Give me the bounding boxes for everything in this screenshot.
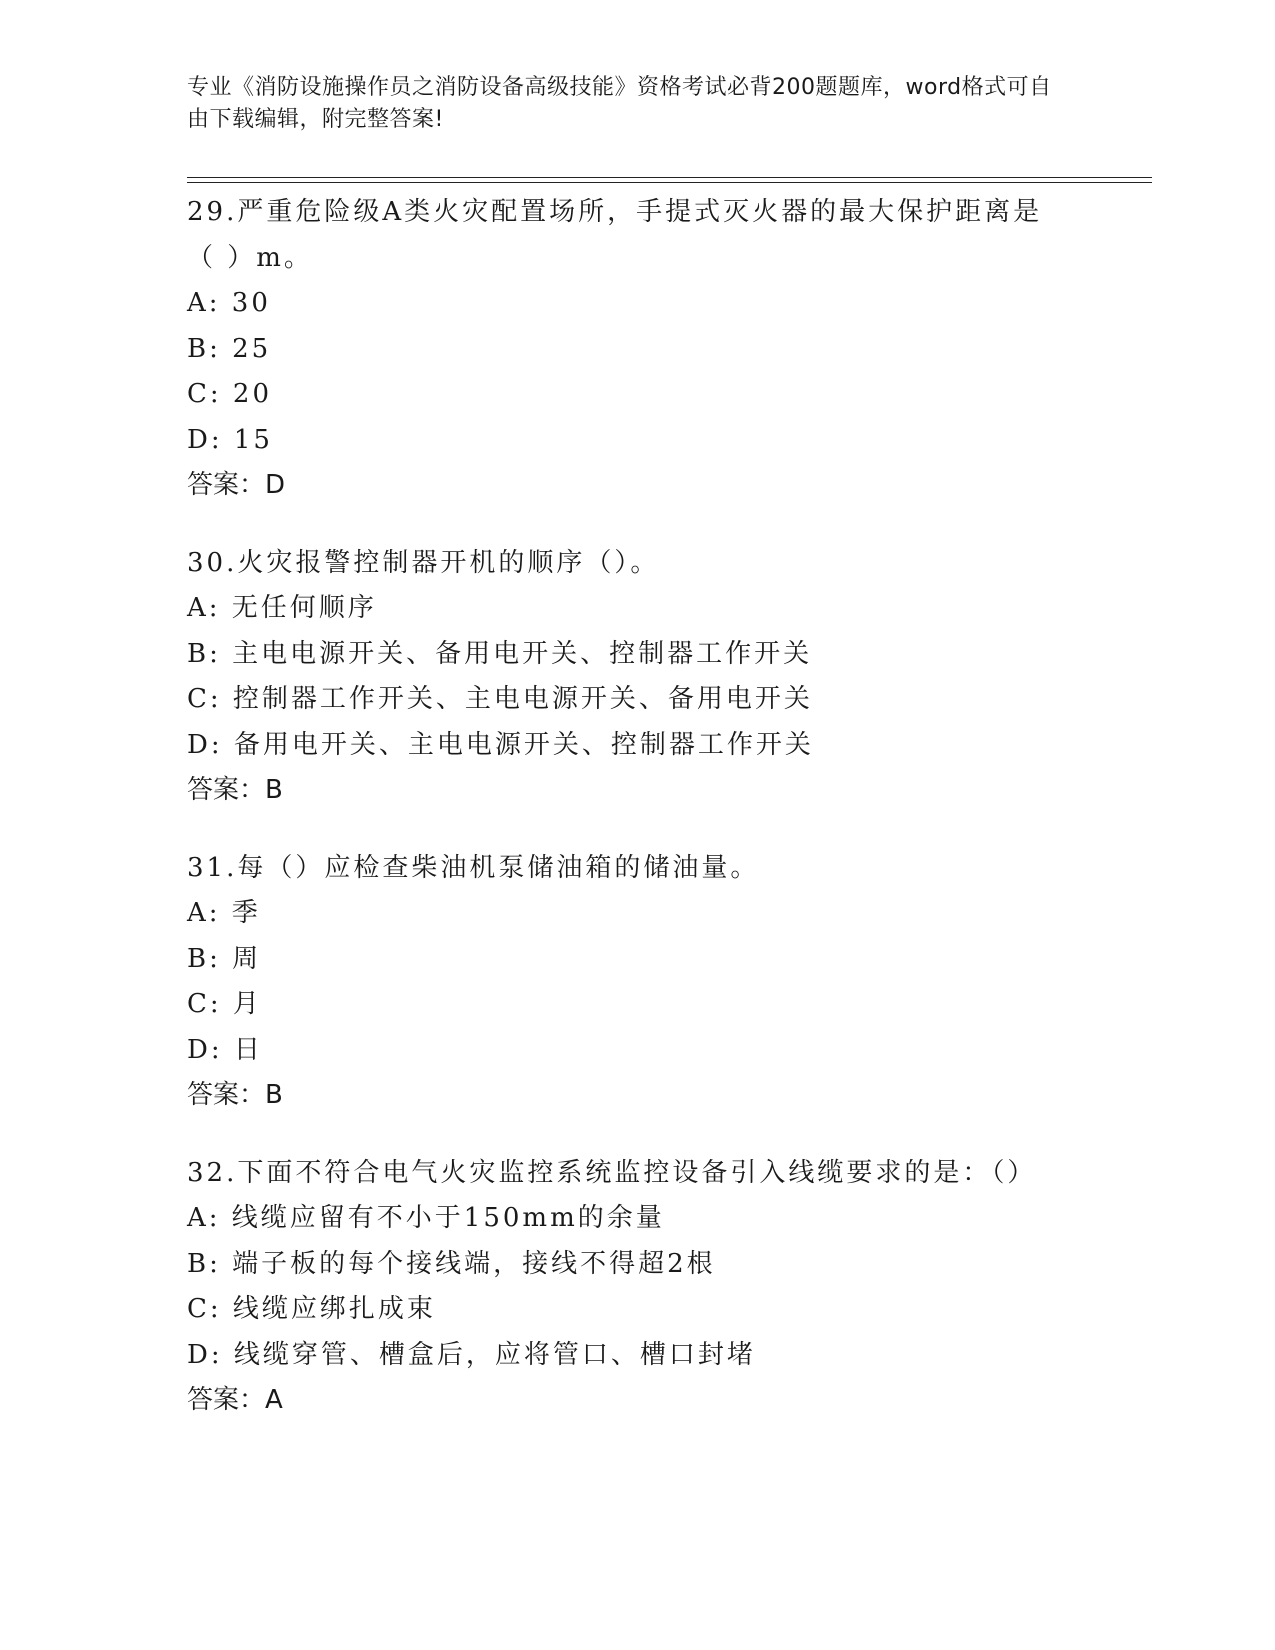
- option-a: A: 无任何顺序: [187, 593, 377, 623]
- question-stem: 32.下面不符合电气火灾监控系统监控设备引入线缆要求的是：（）: [187, 1157, 1037, 1188]
- header-divider-bottom: [187, 182, 1152, 183]
- option-d: D: 线缆穿管、槽盒后，应将管口、槽口封堵: [187, 1339, 756, 1370]
- option-b: B: 25: [187, 333, 272, 364]
- option-c: C: 控制器工作开关、主电电源开关、备用电开关: [187, 684, 813, 714]
- option-a: A: 30: [187, 288, 271, 318]
- question-31: [187, 846, 1087, 1119]
- question-stem: 29.严重危险级A类火灾配置场所，手提式灭火器的最大保护距离是（ ）m。: [187, 197, 1043, 273]
- header-divider-top: [187, 177, 1152, 178]
- option-c: C: 月: [187, 989, 262, 1019]
- option-d: D: 备用电开关、主电电源开关、控制器工作开关: [187, 729, 814, 760]
- answer: 答案：B: [187, 775, 283, 805]
- answer: 答案：B: [187, 1080, 283, 1110]
- option-b: B: 周: [187, 943, 262, 974]
- question-30: [187, 541, 1087, 814]
- answer: 答案：A: [187, 1385, 283, 1415]
- document-header: 专业《消防设施操作员之消防设备高级技能》资格考试必背200题题库，word格式可自由下载编辑，附完整答案!: [187, 75, 1052, 132]
- option-c: C: 20: [187, 379, 273, 409]
- question-29: [187, 190, 1087, 509]
- option-c: C: 线缆应绑扎成束: [187, 1294, 436, 1324]
- option-b: B: 端子板的每个接线端，接线不得超2根: [187, 1248, 716, 1279]
- question-stem: 30.火灾报警控制器开机的顺序（）。: [187, 547, 660, 578]
- question-stem: 31.每（）应检查柴油机泵储油箱的储油量。: [187, 852, 760, 883]
- question-list: [187, 190, 1087, 1456]
- question-32: [187, 1151, 1087, 1424]
- option-a: A: 线缆应留有不小于150mm的余量: [187, 1203, 665, 1233]
- option-d: D: 日: [187, 1034, 263, 1065]
- answer: 答案：D: [187, 470, 286, 500]
- option-b: B: 主电电源开关、备用电开关、控制器工作开关: [187, 638, 813, 669]
- option-d: D: 15: [187, 424, 273, 455]
- option-a: A: 季: [187, 898, 261, 928]
